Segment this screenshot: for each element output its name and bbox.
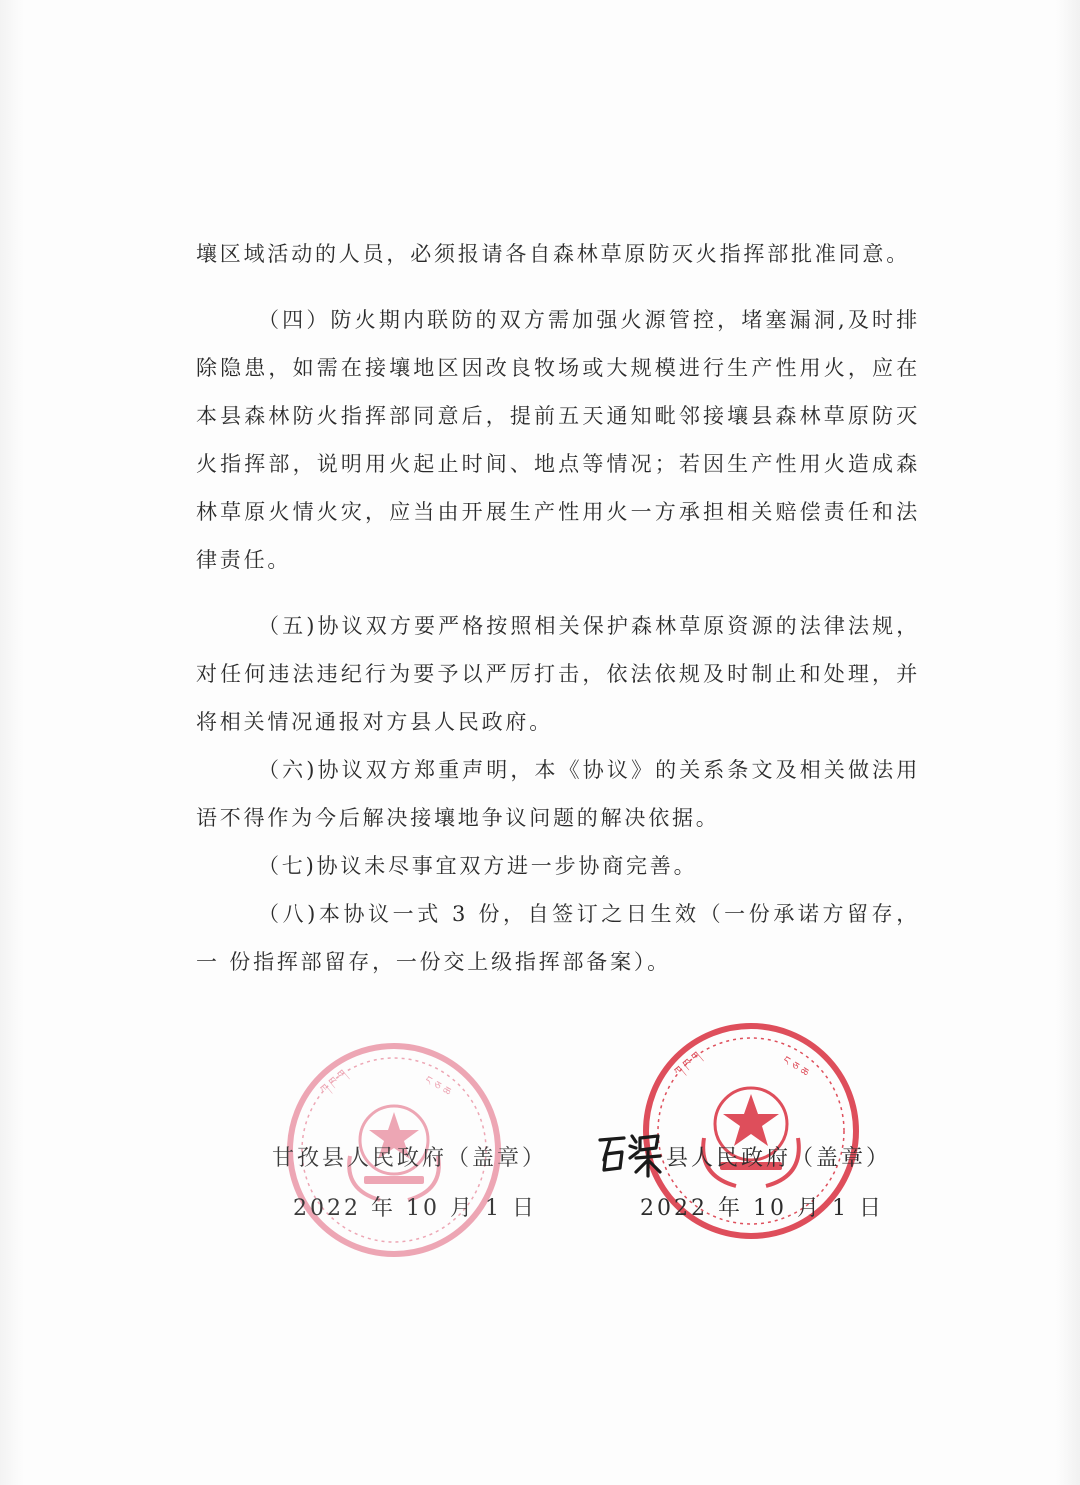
right-signing-date: 2022 年 10 月 1 日 xyxy=(640,1196,884,1221)
right-signatory-name: 县人民政府（盖章） xyxy=(666,1146,892,1171)
svg-text:ཀ ཁ ག: ཀ ཁ ག xyxy=(317,1066,350,1097)
paragraph-item-7: （七)协议未尽事宜双方进一步协商完善。 xyxy=(258,854,698,878)
left-signing-date: 2022 年 10 月 1 日 xyxy=(293,1196,537,1221)
paragraph-item-5: （五)协议双方要严格按照相关保护森林草原资源的法律法规，对任何违法违纪行为要予以严厉打击，依法依规及时制止和处理，并将相关情况通报对方县人民政府。 xyxy=(196,614,920,734)
svg-text:ང ཅ ཆ: ང ཅ ཆ xyxy=(422,1073,454,1099)
document-body xyxy=(196,230,920,986)
handwritten-signature-graphic xyxy=(596,1130,662,1178)
left-signatory-name: 甘孜县人民政府（盖章） xyxy=(272,1146,548,1171)
scan-edge-left xyxy=(0,0,24,1485)
svg-text:ཀ ཁ ག: ཀ ཁ ག xyxy=(671,1048,704,1079)
svg-text:ང ཅ ཆ: ང ཅ ཆ xyxy=(780,1053,812,1080)
paragraph-item-4: （四）防火期内联防的双方需加强火源管控，堵塞漏洞,及时排 除隐患，如需在接壤地区因改良牧场或大规模进行生产性用火，应在本县森林防火指挥部同意后，提前五天通知毗邻接壤县森林草原防灭火指挥部，说明用火起止时间、地点等情况；若因生产性用火造成森 林草原火情火灾，应当由开展生产性用火一方承担相关赔偿责任和法律责任。 xyxy=(196,308,920,572)
scan-edge-right xyxy=(1056,0,1080,1485)
paragraph-item-8: （八)本协议一式 3 份，自签订之日生效（一份承诺方留存，一 份指挥部留存，一份交上级指挥部备案）。 xyxy=(196,902,920,974)
paragraph-item-6: （六)协议双方郑重声明，本《协议》的关系条文及相关做法用 语不得作为今后解决接壤地争议问题的解决依据。 xyxy=(196,758,920,830)
paragraph-continued: 壤区域活动的人员，必须报请各自森林草原防灭火指挥部批准同意。 xyxy=(196,242,910,266)
handwritten-signature xyxy=(596,1130,662,1178)
